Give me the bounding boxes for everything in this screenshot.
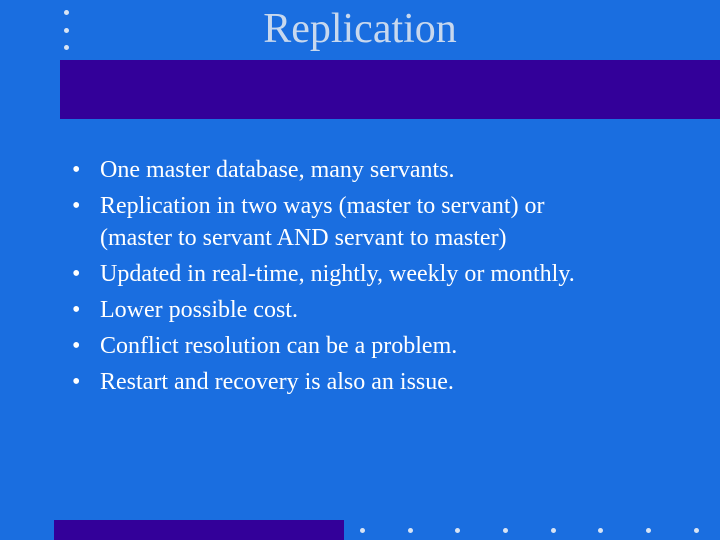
bullet-icon: •: [72, 261, 81, 287]
decorative-dot: [646, 528, 651, 533]
bottom-decorative-bar: [54, 520, 344, 540]
decorative-dot: [360, 528, 365, 533]
bullet-text: Restart and recovery is also an issue.: [100, 369, 454, 395]
bullet-text: Replication in two ways (master to servant) or: [100, 193, 545, 219]
bullet-item: [72, 190, 692, 254]
bullet-text: Conflict resolution can be a problem.: [100, 333, 458, 359]
bullet-icon: •: [72, 297, 81, 323]
decorative-dot: [551, 528, 556, 533]
bullet-item: [72, 294, 692, 326]
title-bar: [60, 60, 720, 119]
decorative-dot: [503, 528, 508, 533]
bullet-text: Updated in real-time, nightly, weekly or monthly.: [100, 261, 575, 287]
bullet-item: [72, 330, 692, 362]
bullet-icon: •: [72, 193, 81, 219]
bullet-item: [72, 258, 692, 290]
bullet-list: [72, 154, 692, 402]
decorative-dot: [598, 528, 603, 533]
bullet-text: Lower possible cost.: [100, 297, 298, 323]
slide-title: Replication: [263, 6, 457, 52]
decorative-dot: [455, 528, 460, 533]
bullet-text: One master database, many servants.: [100, 157, 455, 183]
decorative-dot: [694, 528, 699, 533]
bullet-icon: •: [72, 157, 81, 183]
bullet-text-continuation: (master to servant AND servant to master): [100, 225, 507, 251]
bullet-icon: •: [72, 369, 81, 395]
bullet-item: [72, 154, 692, 186]
decorative-dot: [408, 528, 413, 533]
bullet-icon: •: [72, 333, 81, 359]
bullet-item: [72, 366, 692, 398]
